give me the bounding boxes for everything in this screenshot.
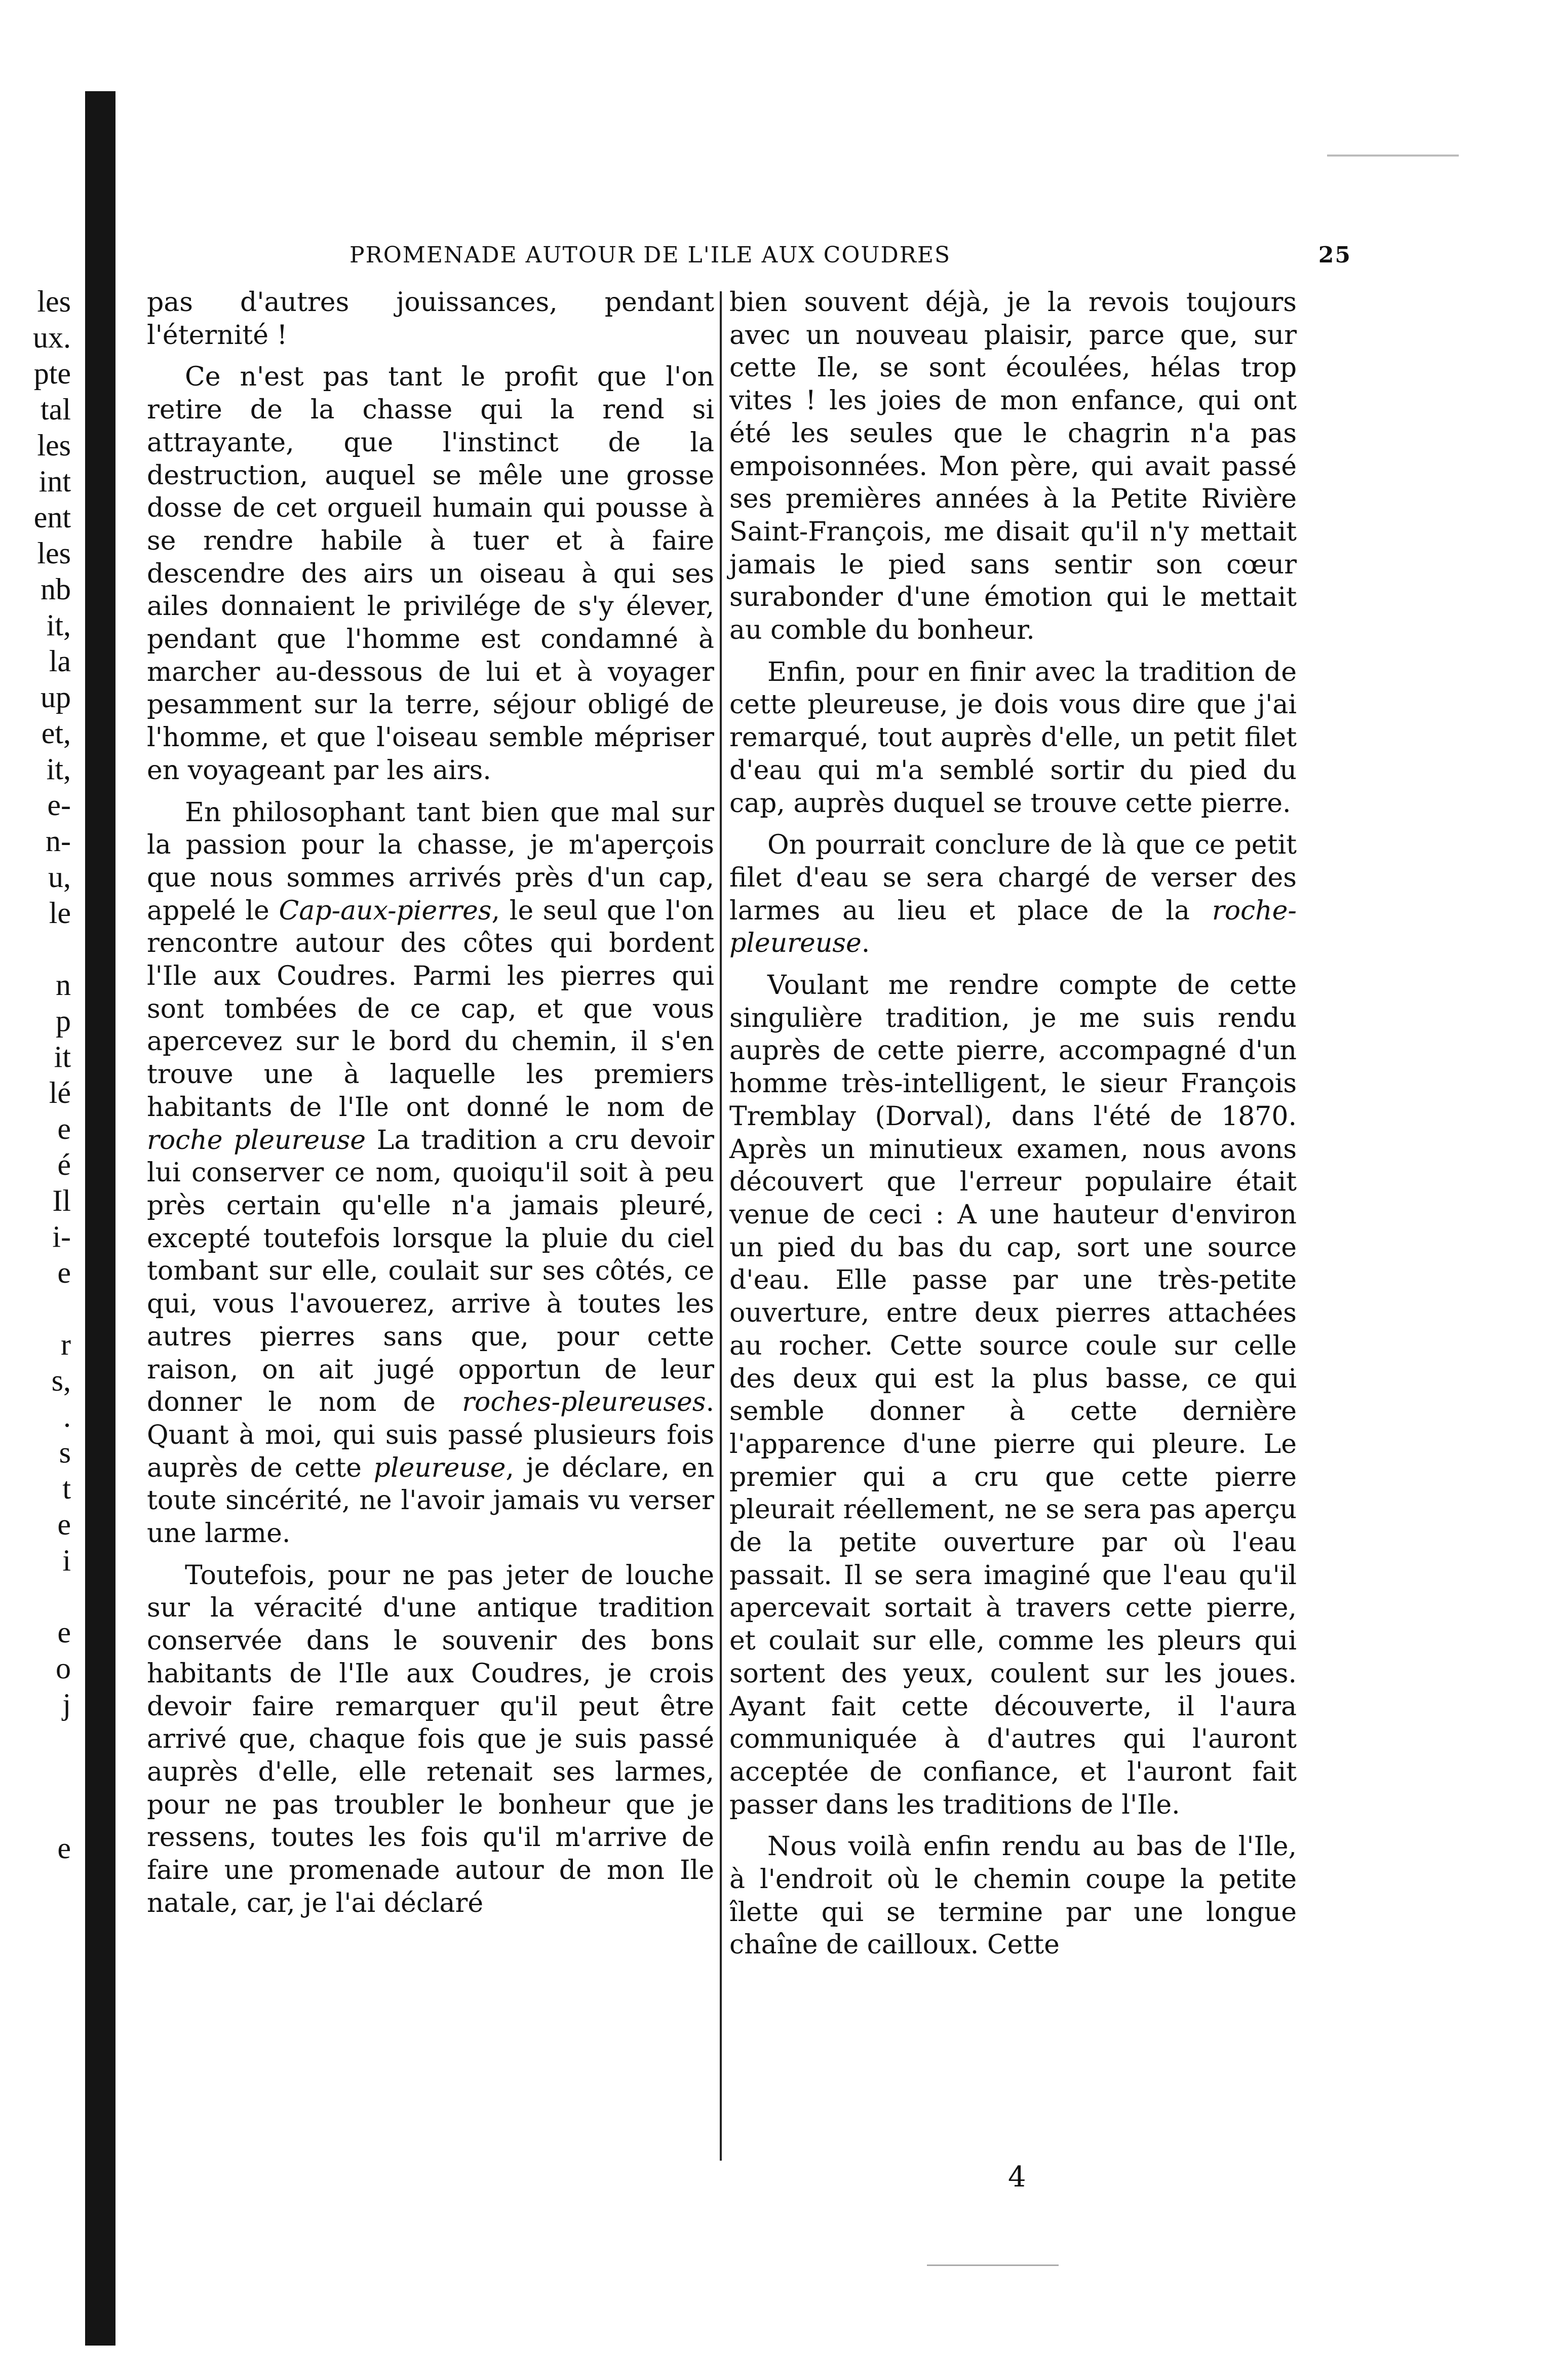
margin-fragment: é	[57, 1148, 71, 1181]
margin-fragment: e	[57, 1508, 71, 1541]
margin-fragment: e	[57, 1831, 71, 1865]
right-column	[729, 286, 1297, 1971]
paragraph: pas d'autres jouissances, pendant l'éternité !	[147, 287, 714, 351]
margin-fragment: s	[59, 1436, 71, 1469]
signature-mark: 4	[1008, 2161, 1026, 2194]
margin-fragment: int	[38, 465, 71, 498]
bottom-rule	[927, 2264, 1059, 2266]
margin-fragment: s,	[51, 1364, 71, 1397]
margin-fragment: les	[37, 285, 71, 318]
margin-fragment: les	[37, 429, 71, 462]
paragraph: bien souvent déjà, je la revois toujours avec un nouveau plaisir, parce que, sur cette Ile, se sont écoulées, hélas trop vites ! les joies de mon enfance, qui ont été les seules que le chagrin n'a pas empoisonnées. Mon père, qui avait passé ses premières années à la Petite Rivière Saint-François, me disait qu'il n'y mettait jamais le pied sans sentir son cœur surabonder d'une émotion qui le mettait au comble du bonheur.	[729, 287, 1297, 646]
binding-gutter-shadow	[85, 91, 115, 2346]
margin-fragment: e	[57, 1256, 71, 1289]
paragraph: Enfin, pour en finir avec la tradition de cette pleureuse, je dois vous dire que j'ai remarqué, tout auprès d'elle, un petit filet d'eau qui m'a semblé sortir du pied du cap, auprès duquel se trouve cette pierre.	[729, 657, 1297, 819]
running-title: PROMENADE AUTOUR DE L'ILE AUX COUDRES	[349, 242, 951, 268]
column-divider	[720, 291, 722, 2161]
margin-fragment: la	[49, 644, 71, 678]
margin-fragment: pte	[33, 357, 71, 390]
margin-fragment	[0, 1758, 71, 1794]
running-header	[349, 242, 1351, 278]
margin-fragment: i-	[52, 1220, 71, 1253]
margin-fragment: it,	[46, 608, 71, 642]
margin-fragment: et,	[41, 716, 71, 750]
paragraph: Ce n'est pas tant le profit que l'on retire de la chasse qui la rend si attrayante, que l'instinct de la destruction, auquel se mêle une grosse dosse de cet orgueil humain qui pousse à se rendre habile à tuer et à faire descendre des airs un oiseau à qui ses ailes donnaient le privilége de s'y élever, pendant que l'homme est condamné à marcher au-dessous de lui et à voyager pesamment sur la terre, séjour obligé de l'homme, et que l'oiseau semble mépriser en voyageant par les airs.	[147, 362, 714, 786]
margin-fragment: tal	[41, 393, 71, 426]
margin-fragment: nb	[41, 572, 71, 606]
margin-fragment: Il	[52, 1184, 71, 1217]
margin-fragment	[0, 1722, 71, 1758]
paragraph: On pourrait conclure de là que ce petit filet d'eau se sera chargé de verser des larmes au lieu et place de la roche-pleureuse.	[729, 830, 1297, 959]
margin-fragment: t	[62, 1472, 71, 1505]
paragraph: Nous voilà enfin rendu au bas de l'Ile, à l'endroit où le chemin coupe la petite îlette qui se termine par une longue chaîne de cailloux. Cette	[729, 1831, 1297, 1961]
margin-fragment: up	[41, 680, 71, 714]
left-column	[147, 286, 714, 1929]
page-number: 25	[1318, 242, 1351, 268]
margin-fragment: ux.	[33, 321, 71, 354]
margin-fragment: ent	[33, 501, 71, 534]
top-rule	[1327, 155, 1459, 157]
margin-fragment: e-	[47, 788, 71, 822]
margin-fragment: e	[57, 1112, 71, 1145]
margin-fragment: le	[49, 896, 71, 930]
paragraph: Toutefois, pour ne pas jeter de louche sur la véracité d'une antique tradition conservée dans le souvenir des bons habitants de l'Ile aux Coudres, je crois devoir faire remarquer qu'il peut être arrivé que, chaque fois que je suis passé auprès d'elle, elle retenait ses larmes, pour ne pas troubler le bonheur que je ressens, toutes les fois qu'il m'arrive de faire une promenade autour de mon Ile natale, car, je l'ai déclaré	[147, 1560, 714, 1918]
margin-fragment: j	[62, 1687, 71, 1721]
margin-fragment	[0, 931, 71, 967]
margin-fragment: lé	[49, 1076, 71, 1109]
margin-fragment: p	[56, 1004, 71, 1038]
margin-fragment: r	[61, 1328, 71, 1361]
margin-fragment: i	[62, 1544, 71, 1577]
facing-page-margin	[0, 284, 76, 1866]
margin-fragment: les	[37, 536, 71, 570]
paragraph: Voulant me rendre compte de cette singulière tradition, je me suis rendu auprès de cette pierre, accompagné d'un homme très-intelligent, le sieur François Tremblay (Dorval), dans l'été de 1870. Après un minutieux examen, nous avons découvert que l'erreur populaire était venue de ceci : A une hauteur d'environ un pied du bas du cap, sort une source d'eau. Elle passe par une très-petite ouverture, entre deux pierres attachées au rocher. Cette source coule sur celle des deux qui est la plus basse, ce qui semble donner à cette dernière l'apparence d'une pierre qui pleure. Le premier qui a cru que cette pierre pleurait réellement, ne se sera pas aperçu de la petite ouverture par où l'eau passait. Il se sera imaginé que l'eau qu'il apercevait sortait à travers cette pierre, et coulait sur elle, comme les pleurs qui sortent des yeux, coulent sur les joues. Ayant fait cette découverte, il l'aura communiquée à d'autres qui l'auront acceptée de confiance, et l'auront fait passer dans les traditions de l'Ile.	[729, 970, 1297, 1820]
margin-fragment: n	[56, 968, 71, 1002]
margin-fragment: e	[57, 1616, 71, 1649]
margin-fragment: .	[63, 1400, 71, 1433]
margin-fragment	[0, 1291, 71, 1327]
margin-fragment: it,	[46, 752, 71, 786]
margin-fragment	[0, 1794, 71, 1830]
margin-fragment: it	[54, 1040, 71, 1073]
margin-fragment	[0, 1579, 71, 1615]
margin-fragment: o	[56, 1652, 71, 1685]
paragraph: En philosophant tant bien que mal sur la passion pour la chasse, je m'aperçois que nous sommes arrivés près d'un cap, appelé le Cap-aux-pierres, le seul que l'on rencontre autour des côtes qui bordent l'Ile aux Coudres. Parmi les pierres qui sont tombées de ce cap, et que vous apercevez sur le bord du chemin, il s'en trouve une à laquelle les premiers habitants de l'Ile ont donné le nom de roche pleureuse La tradition a cru devoir lui conserver ce nom, quoiqu'il soit à peu près certain qu'elle n'a jamais pleuré, excepté toutefois lorsque la pluie du ciel tombant sur elle, coulait sur ses côtés, ce qui, vous l'avouerez, arrive à toutes les autres pierres sans que, pour cette raison, on ait jugé opportun de leur donner le nom de roches-pleureuses. Quant à moi, qui suis passé plusieurs fois auprès de cette pleureuse, je déclare, en toute sincérité, ne l'avoir jamais vu verser une larme.	[147, 797, 715, 1549]
margin-fragment: u,	[48, 860, 71, 894]
margin-fragment: n-	[46, 824, 71, 858]
